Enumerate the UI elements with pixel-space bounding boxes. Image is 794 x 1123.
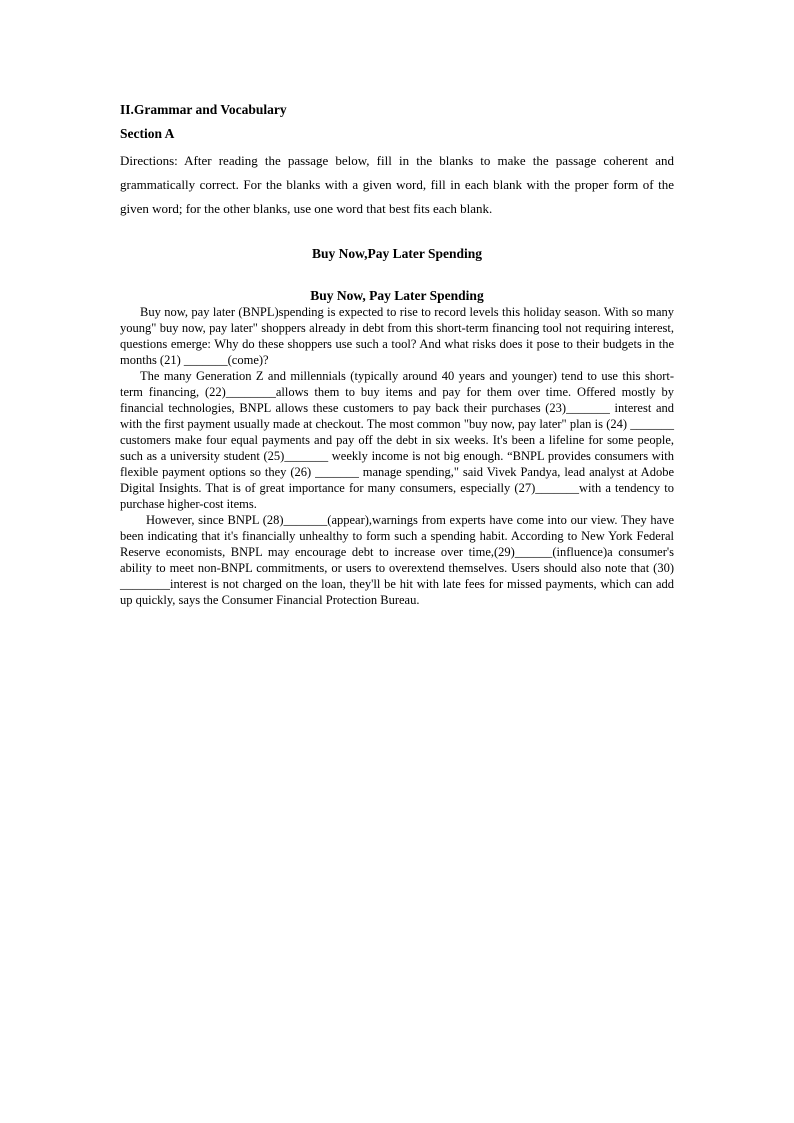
- section-subheading: Section A: [120, 126, 175, 141]
- directions-text: Directions: After reading the passage below, fill in the blanks to make the passage coherent and grammatically correct. For the blanks with a given word, fill in each blank with the proper form of the given word; for the other blanks, use one word that best fits each blank.: [120, 153, 674, 216]
- passage-paragraph-1: Buy now, pay later (BNPL)spending is expected to rise to record levels this holiday season. With so many young" buy now, pay later" shoppers already in debt from this short-term financing tool not requiring interest, questions emerge: Why do these shoppers use such a tool? And what risks does it pose to their budgets in the months (21) _______(come)?: [120, 305, 674, 367]
- passage-body: [120, 304, 674, 608]
- passage-paragraph-2: The many Generation Z and millennials (typically around 40 years and younger) tend to use this short-term financing, (22)________allows them to buy items and pay for them over time. Offered mostly by financial technologies, BNPL allows these customers to pay back their purchases (23)_______ interest and with the first payment usually made at checkout. The most common "buy now, pay later" plan is (24) _______ customers make four equal payments and pay off the debt in six weeks. It's been a lifeline for some people, such as a university student (25)_______ weekly income is not big enough. “BNPL provides consumers with flexible payment options so they (26) _______ manage spending," said Vivek Pandya, lead analyst at Adobe Digital Insights. That is of great importance for many consumers, especially (27)_______with a tendency to purchase higher-cost items.: [120, 369, 674, 511]
- section-heading: II.Grammar and Vocabulary: [120, 102, 287, 117]
- passage-title: Buy Now,Pay Later Spending: [311, 246, 483, 261]
- passage-paragraph-3: However, since BNPL (28)_______(appear),warnings from experts have come into our view. They have been indicating that it's financially unhealthy to form such a spending habit. According to New York Federal Reserve economists, BNPL may encourage debt to increase over time,(29)______(influence)a consumer's ability to meet non-BNPL commitments, or users to overextend themselves. Users should also note that (30) ________interest is not charged on the loan, they'll be hit with late fees for missed payments, which can add up quickly, says the Consumer Financial Protection Bureau.: [120, 513, 674, 607]
- passage-title-repeat: Buy Now, Pay Later Spending: [310, 288, 484, 303]
- document-page: [120, 101, 674, 607]
